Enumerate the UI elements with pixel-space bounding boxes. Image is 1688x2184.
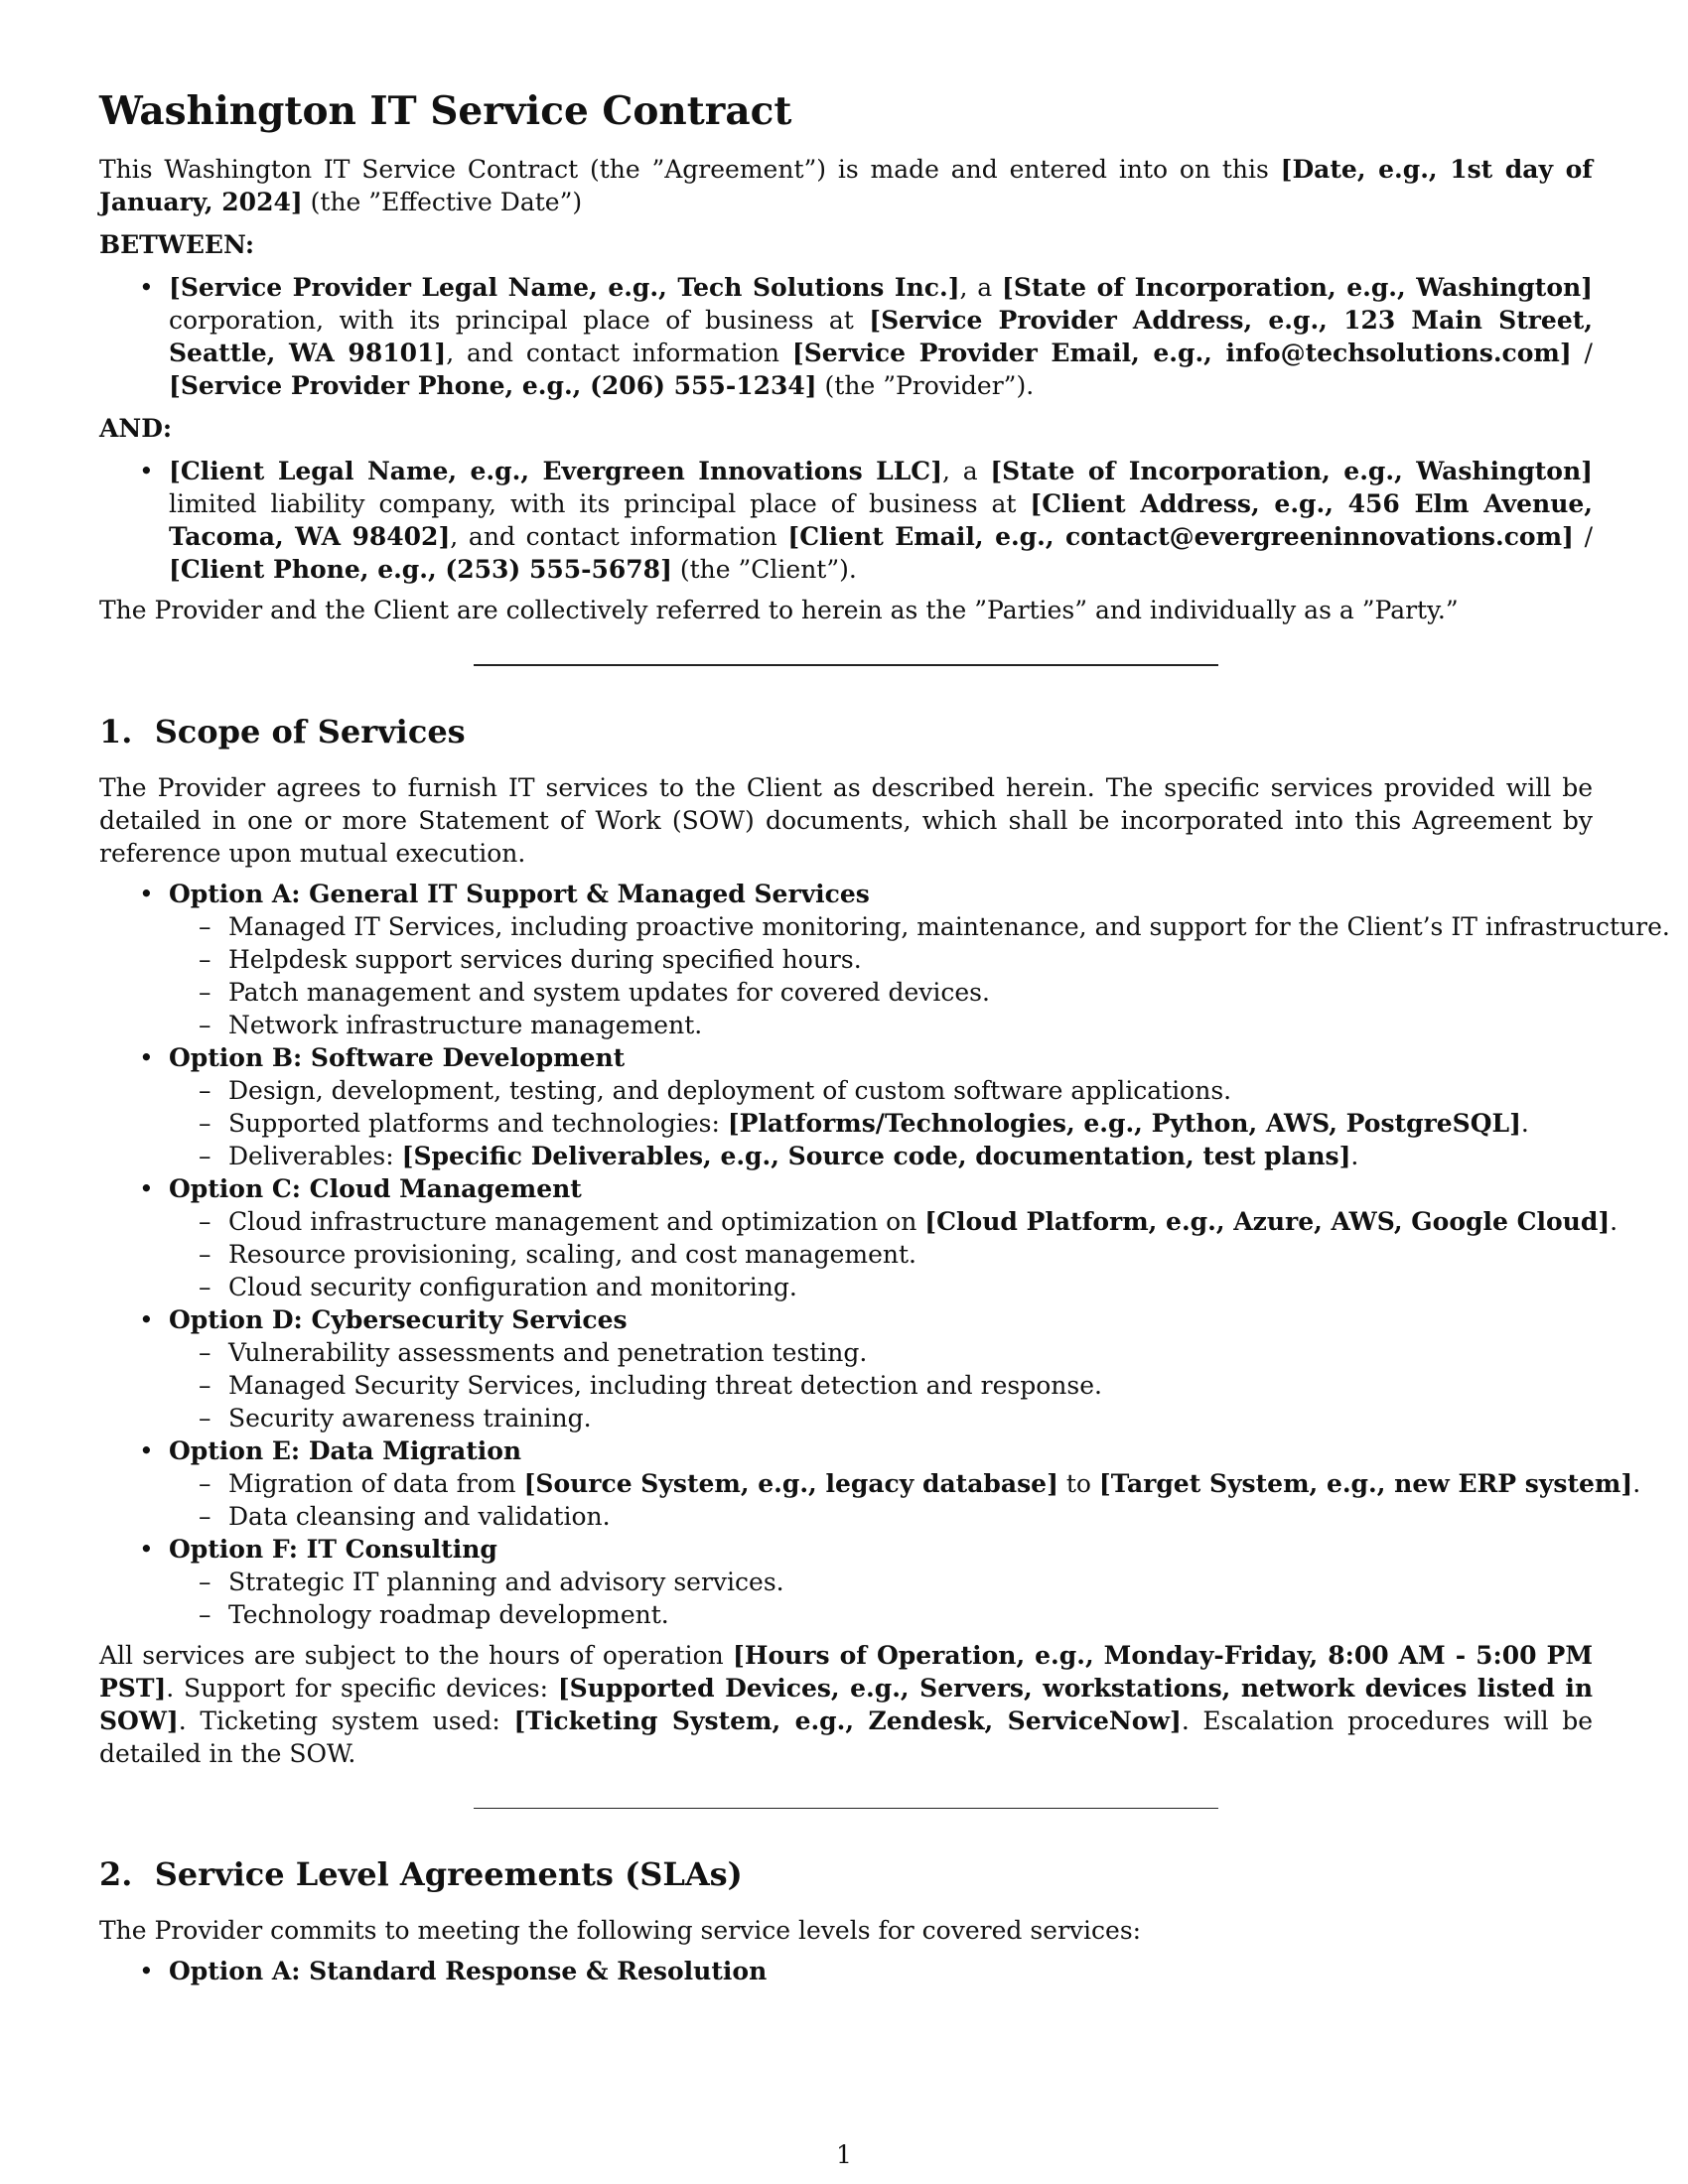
section-2-heading: 2. Service Level Agreements (SLAs) xyxy=(99,1855,743,1893)
bullet-marker: • xyxy=(139,273,154,302)
deliverables-placeholder: [Specific Deliverables, e.g., Source code, documentation, test plans] xyxy=(401,1142,1351,1170)
option-title: Option C: Cloud Management xyxy=(169,1174,582,1203)
service-option-f xyxy=(139,1533,1593,1631)
list-item: – Managed IT Services, including proactive monitoring, maintenance, and support for the Client’s IT infrastructure. xyxy=(199,912,1670,941)
service-option-b xyxy=(139,1041,1593,1172)
list-item: – Resource provisioning, scaling, and cost management. xyxy=(199,1240,916,1269)
option-title: Option F: IT Consulting xyxy=(169,1535,497,1564)
option-title: Option A: Standard Response & Resolution xyxy=(169,1957,768,1985)
option-items xyxy=(169,1566,1593,1631)
provider-name-placeholder: [Service Provider Legal Name, e.g., Tech Solutions Inc.] xyxy=(169,273,960,302)
effective-date-placeholder: [Date, e.g., 1st day of January, 2024] xyxy=(99,155,1594,216)
provider-details: • [Service Provider Legal Name, e.g., Tech Solutions Inc.], a [State of Incorporation, e.g., Washington] corporation, with its principal place of business at [Service Provider Address, e.g., 123 Main Street, Seattle, WA 98101], and contact information [Service Provider Email, e.g., info@techsolutions.com] / [Service Provider Phone, e.g., (206) 555-1234] (the ”Provider”). xyxy=(139,273,1594,400)
option-items xyxy=(169,1336,1593,1434)
list-item: – Network infrastructure management. xyxy=(199,1011,703,1039)
page-number: 1 xyxy=(836,2140,852,2169)
service-option-d xyxy=(139,1303,1593,1434)
service-option-e xyxy=(139,1434,1641,1533)
section-divider xyxy=(474,664,1218,666)
option-title: Option B: Software Development xyxy=(169,1043,626,1072)
list-item: – Vulnerability assessments and penetration testing. xyxy=(199,1338,868,1367)
list-item: – Supported platforms and technologies: [Platforms/Technologies, e.g., Python, AWS, PostgreSQL]. xyxy=(199,1109,1529,1138)
intro-paragraph: This Washington IT Service Contract (the ”Agreement”) is made and entered into on this [Date, e.g., 1st day of January, 2024] (the ”Effective Date”) xyxy=(99,155,1594,216)
client-details: • [Client Legal Name, e.g., Evergreen Innovations LLC], a [State of Incorporation, e.g., Washington] limited liability company, with its principal place of business at [Client Address, e.g., 456 Elm Avenue, Tacoma, WA 98402], and contact information [Client Email, e.g., contact@evergreeninnovations.com] / [Client Phone, e.g., (253) 555-5678] (the ”Client”). xyxy=(139,457,1594,584)
provider-email-placeholder: [Service Provider Email, e.g., info@techsolutions.com] xyxy=(791,339,1572,367)
service-option-a xyxy=(139,878,1670,1041)
client-name-placeholder: [Client Legal Name, e.g., Evergreen Innovations LLC] xyxy=(169,457,943,485)
bullet-marker: • xyxy=(139,1436,154,1465)
bullet-marker: • xyxy=(139,1043,154,1072)
section-1-closing: All services are subject to the hours of operation [Hours of Operation, e.g., Monday-Friday, 8:00 AM - 5:00 PM PST]. Support for specific devices: [Supported Devices, e.g., Servers, workstations, network devices listed in SOW]. Ticketing system used: [Ticketing System, e.g., Zendesk, ServiceNow]. Escalation procedures will be detailed in the SOW. xyxy=(99,1641,1594,1768)
and-label: AND: xyxy=(99,414,173,443)
service-option-c xyxy=(139,1172,1618,1303)
hours-placeholder: [Hours of Operation, e.g., Monday-Friday, 8:00 AM - 5:00 PM PST] xyxy=(99,1641,1593,1703)
list-item: – Migration of data from [Source System, e.g., legacy database] to [Target System, e.g., new ERP system]. xyxy=(199,1469,1641,1498)
list-item: – Managed Security Services, including threat detection and response. xyxy=(199,1371,1102,1400)
target-system-placeholder: [Target System, e.g., new ERP system] xyxy=(1098,1469,1633,1498)
option-items xyxy=(169,1467,1641,1533)
service-options-list xyxy=(99,878,1670,1631)
client-list xyxy=(99,455,1593,586)
list-item: – Cloud security configuration and monitoring. xyxy=(199,1273,797,1301)
bullet-marker: • xyxy=(139,1174,154,1203)
client-email-placeholder: [Client Email, e.g., contact@evergreeninnovations.com] xyxy=(787,522,1574,551)
ticketing-placeholder: [Ticketing System, e.g., Zendesk, ServiceNow] xyxy=(513,1706,1182,1735)
list-item: – Data cleansing and validation. xyxy=(199,1502,611,1531)
client-address-placeholder: [Client Address, e.g., 456 Elm Avenue, Tacoma, WA 98402] xyxy=(169,489,1593,551)
source-system-placeholder: [Source System, e.g., legacy database] xyxy=(523,1469,1058,1498)
list-item: – Security awareness training. xyxy=(199,1404,592,1433)
platforms-placeholder: [Platforms/Technologies, e.g., Python, AWS, PostgreSQL] xyxy=(727,1109,1521,1138)
client-phone-placeholder: [Client Phone, e.g., (253) 555-5678] xyxy=(169,555,672,584)
bullet-marker: • xyxy=(139,1957,154,1985)
list-item: – Deliverables: [Specific Deliverables, e.g., Source code, documentation, test plans]. xyxy=(199,1142,1359,1170)
option-items xyxy=(169,910,1670,1041)
option-title: Option E: Data Migration xyxy=(169,1436,522,1465)
document-title: Washington IT Service Contract xyxy=(99,88,792,134)
document-page xyxy=(99,87,1670,1995)
between-label: BETWEEN: xyxy=(99,230,255,259)
cloud-platform-placeholder: [Cloud Platform, e.g., Azure, AWS, Google Cloud] xyxy=(924,1207,1611,1236)
list-item: – Cloud infrastructure management and optimization on [Cloud Platform, e.g., Azure, AWS, Google Cloud]. xyxy=(199,1207,1618,1236)
bullet-marker: • xyxy=(139,457,154,485)
sla-options-list xyxy=(99,1955,1593,1987)
provider-state-placeholder: [State of Incorporation, e.g., Washington] xyxy=(1001,273,1594,302)
parties-paragraph: The Provider and the Client are collectively referred to herein as the ”Parties” and individually as a ”Party.” xyxy=(99,596,1459,624)
provider-address-placeholder: [Service Provider Address, e.g., 123 Main Street, Seattle, WA 98101] xyxy=(169,306,1593,367)
provider-phone-placeholder: [Service Provider Phone, e.g., (206) 555-1234] xyxy=(169,371,817,400)
section-2-intro: The Provider commits to meeting the following service levels for covered services: xyxy=(99,1916,1142,1945)
bullet-marker: • xyxy=(139,880,154,908)
list-item: – Design, development, testing, and deployment of custom software applications. xyxy=(199,1076,1232,1105)
option-items xyxy=(169,1074,1593,1172)
list-item: – Patch management and system updates for covered devices. xyxy=(199,978,990,1007)
list-item: – Technology roadmap development. xyxy=(199,1600,669,1629)
client-state-placeholder: [State of Incorporation, e.g., Washington] xyxy=(990,457,1593,485)
option-title: Option A: General IT Support & Managed Services xyxy=(169,880,870,908)
option-items xyxy=(169,1205,1618,1303)
sla-option-a xyxy=(139,1955,1593,1987)
list-item: – Strategic IT planning and advisory services. xyxy=(199,1568,784,1596)
bullet-marker: • xyxy=(139,1305,154,1334)
provider-list xyxy=(99,271,1593,402)
list-item: – Helpdesk support services during specified hours. xyxy=(199,945,862,974)
bullet-marker: • xyxy=(139,1535,154,1564)
option-title: Option D: Cybersecurity Services xyxy=(169,1305,628,1334)
devices-placeholder: [Supported Devices, e.g., Servers, workstations, network devices listed in SOW] xyxy=(99,1674,1593,1735)
section-1-intro: The Provider agrees to furnish IT services to the Client as described herein. The specific services provided will be detailed in one or more Statement of Work (SOW) documents, which shall be incorporated into this Agreement by reference upon mutual execution. xyxy=(99,773,1593,868)
section-1-heading: 1. Scope of Services xyxy=(99,713,466,751)
section-divider xyxy=(474,1808,1218,1809)
